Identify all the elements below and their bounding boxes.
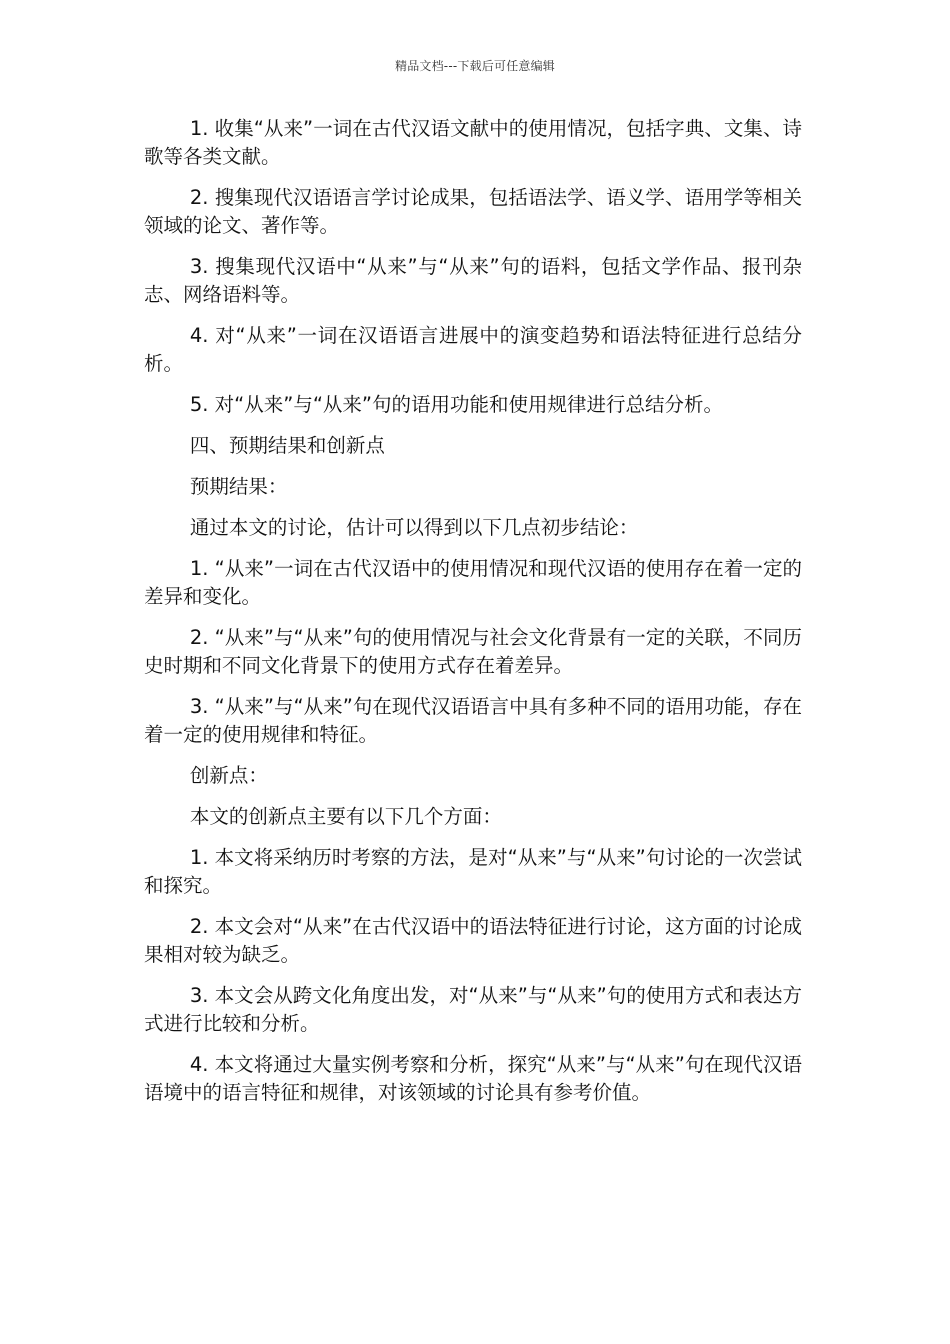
subheading-expected-results: 预期结果：	[189, 475, 288, 498]
paragraph: 3. “从来”与“从来”句在现代汉语语言中具有多种不同的语用功能，存在着一定的使用规律和特征。	[144, 695, 802, 746]
paragraph: 本文的创新点主要有以下几个方面：	[189, 805, 502, 828]
paragraph: 4. 本文将通过大量实例考察和分析，探究“从来”与“从来”句在现代汉语语境中的语言特征和规律，对该领域的讨论具有参考价值。	[144, 1053, 802, 1104]
paragraph: 1. 本文将采纳历时考察的方法，是对“从来”与“从来”句讨论的一次尝试和探究。	[144, 846, 802, 897]
paragraph: 1. “从来”一词在古代汉语中的使用情况和现代汉语的使用存在着一定的差异和变化。	[144, 557, 802, 608]
paragraph: 1. 收集“从来”一词在古代汉语文献中的使用情况，包括字典、文集、诗歌等各类文献。	[144, 117, 802, 168]
paragraph: 2. 搜集现代汉语语言学讨论成果，包括语法学、语义学、语用学等相关领域的论文、著作等。	[144, 186, 802, 237]
paragraph: 5. 对“从来”与“从来”句的语用功能和使用规律进行总结分析。	[189, 393, 724, 416]
paragraph: 通过本文的讨论，估计可以得到以下几点初步结论：	[189, 516, 639, 539]
paragraph: 3. 本文会从跨文化角度出发，对“从来”与“从来”句的使用方式和表达方式进行比较和分析。	[144, 984, 802, 1035]
paragraph: 4. 对“从来”一词在汉语语言进展中的演变趋势和语法特征进行总结分析。	[144, 324, 802, 375]
page-header: 精品文档---下载后可任意编辑	[395, 59, 555, 73]
subheading-innovations: 创新点：	[189, 764, 268, 787]
paragraph: 2. 本文会对“从来”在古代汉语中的语法特征进行讨论，这方面的讨论成果相对较为缺乏。	[144, 915, 802, 966]
paragraph: 3. 搜集现代汉语中“从来”与“从来”句的语料，包括文学作品、报刊杂志、网络语料等。	[144, 255, 802, 306]
paragraph: 2. “从来”与“从来”句的使用情况与社会文化背景有一定的关联，不同历史时期和不同文化背景下的使用方式存在着差异。	[144, 626, 802, 677]
document-body	[144, 115, 802, 1120]
section-heading: 四、预期结果和创新点	[189, 434, 385, 457]
